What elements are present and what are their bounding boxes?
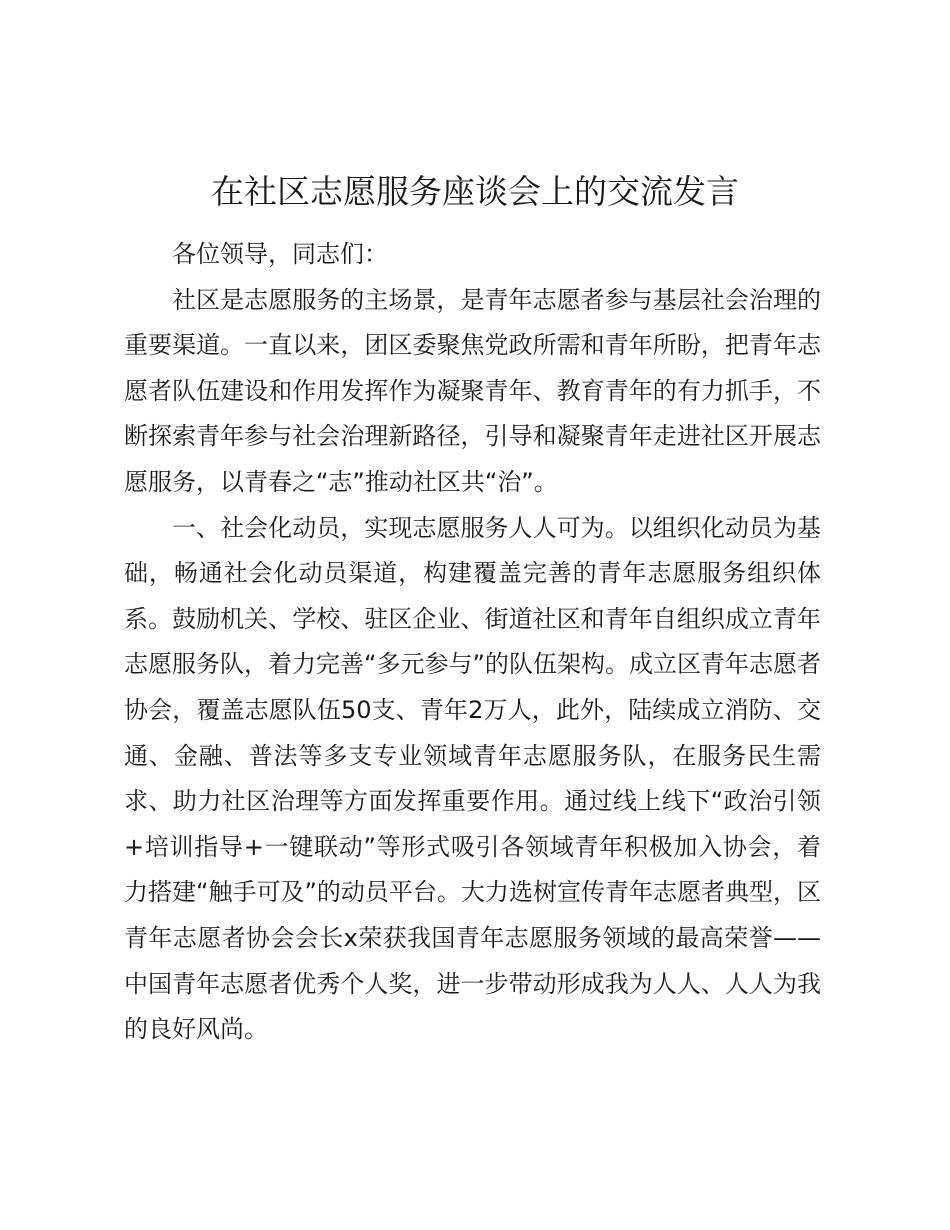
paragraph-section-one: 一、社会化动员，实现志愿服务人人可为。以组织化动员为基础，畅通社会化动员渠道，构建覆盖完善的青年志愿服务组织体系。鼓励机关、学校、驻区企业、街道社区和青年自组织成立青年志愿服务队，着力完善“多元参与”的队伍架构。成立区青年志愿者协会，覆盖志愿队伍50支、青年2万人，此外，陆续成立消防、交通、金融、普法等多支专业领域青年志愿服务队，在服务民生需求、助力社区治理等方面发挥重要作用。通过线上线下“政治引领+培训指导+一键联动”等形式吸引各领域青年积极加入协会，着力搭建“触手可及”的动员平台。大力选树宣传青年志愿者典型，区青年志愿者协会会长x荣获我国青年志愿服务领域的最高荣誉——中国青年志愿者优秀个人奖，进一步带动形成我为人人、人人为我的良好风尚。 (124, 513, 821, 1044)
salutation: 各位领导，同志们： (172, 240, 388, 268)
document-body (124, 232, 821, 1053)
paragraph-intro: 社区是志愿服务的主场景，是青年志愿者参与基层社会治理的重要渠道。一直以来，团区委聚焦党政所需和青年所盼，把青年志愿者队伍建设和作用发挥作为凝聚青年、教育青年的有力抓手，不断探索青年参与社会治理新路径，引导和凝聚青年走进社区开展志愿服务，以青春之“志”推动社区共“治”。 (124, 285, 821, 496)
document-title: 在社区志愿服务座谈会上的交流发言 (211, 172, 739, 211)
